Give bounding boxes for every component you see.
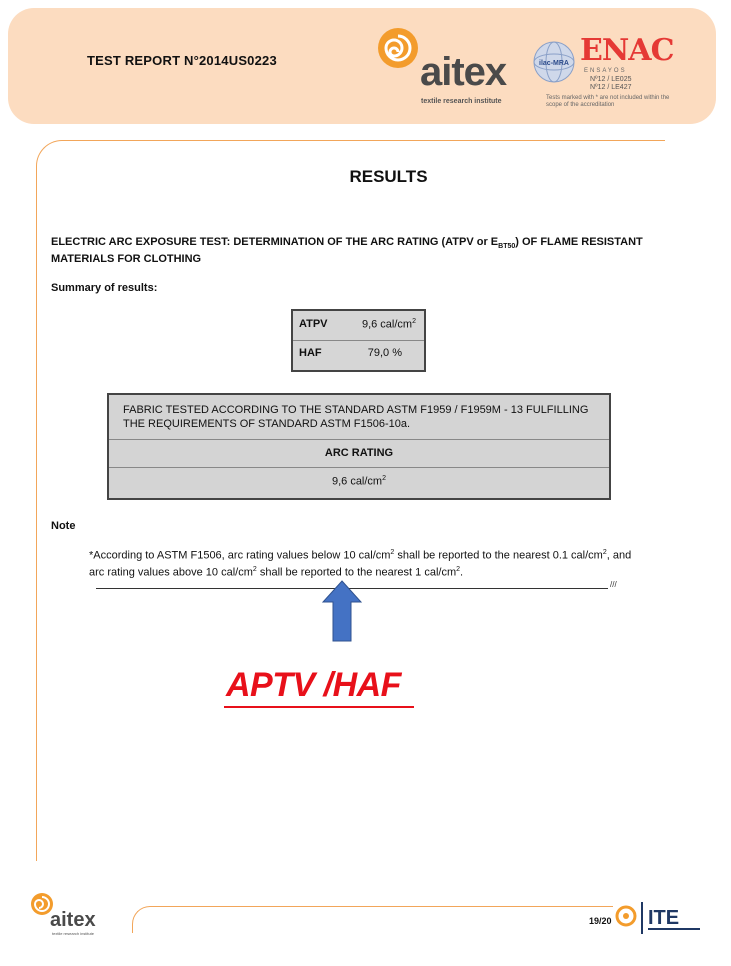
test-title-end: ) OF FLAME RESISTANT MATERIALS FOR CLOTHING: [51, 236, 643, 266]
arc-rating-label: ARC RATING: [324, 447, 394, 459]
haf-label: HAF: [299, 347, 322, 359]
results-title: RESULTS: [349, 167, 428, 186]
enac-subtitle: ENSAYOS: [584, 68, 627, 74]
note-label: Note: [51, 520, 76, 532]
fabric-divider: [109, 439, 609, 440]
page-number: 19/20: [589, 916, 612, 926]
footer-brand: aitex: [50, 909, 96, 931]
accreditation-note: Tests marked with * are not included within the scope of the accreditation: [546, 95, 670, 108]
summary-table: [291, 309, 426, 372]
test-title-sub: BT50: [498, 243, 516, 251]
footer-aitex-logo-icon: [28, 892, 118, 940]
ilac-mra-icon: [532, 40, 576, 84]
haf-value: 79,0 %: [367, 347, 402, 359]
enac-code: Nº12 / LE025: [590, 76, 632, 83]
enac-codes: [590, 76, 631, 92]
note-end-mark: ///: [610, 580, 617, 589]
annotation-text: APTV /HAF: [226, 666, 401, 704]
summary-divider: [293, 340, 424, 341]
fabric-divider: [109, 467, 609, 468]
aitex-subtitle: textile research institute: [421, 98, 502, 105]
enac-code: Nº12 / LE427: [590, 84, 632, 91]
summary-row-haf: [299, 347, 420, 363]
report-number: TEST REPORT N°2014US0223: [87, 53, 277, 68]
test-title-part: ELECTRIC ARC EXPOSURE TEST: DETERMINATION OF THE ARC RATING (ATPV or E: [51, 236, 499, 248]
test-title: [51, 236, 681, 266]
ite-label: ITE: [648, 907, 680, 929]
footer-brand-subtitle: textile research institute: [52, 931, 95, 936]
enac-logo: ENAC: [580, 33, 674, 68]
annotation-underline: [224, 706, 414, 708]
note-text: *According to ASTM F1506, arc rating values below 10 cal/$cm^2$ shall be reported to the nearest 0.1 cal/$cm^2$, and arc rating values above 10 cal/$cm^2$ shall be reported to the nearest 1 cal/$cm^2$.: [89, 549, 632, 579]
up-arrow-icon: [322, 580, 362, 642]
aitex-brand: aitex: [420, 50, 507, 94]
ite-logo-icon: [614, 900, 706, 938]
fabric-statement-box: [107, 393, 611, 500]
summary-label: Summary of results:: [51, 282, 158, 294]
footer-frame: [132, 906, 613, 933]
atpv-label: ATPV: [299, 318, 328, 330]
summary-row-atpv: [299, 318, 420, 334]
arc-rating-value: 9,6 cal/$cm^2$: [331, 475, 387, 488]
ilac-label: ilac-MRA: [539, 60, 569, 67]
fabric-statement: FABRIC TESTED ACCORDING TO THE STANDARD ASTM F1959 / F1959M - 13 FULFILLING THE REQUIREMENTS OF STANDARD ASTM F1506-10a.: [123, 404, 589, 430]
atpv-value: 9,6 cal/$cm^2$: [361, 318, 416, 331]
